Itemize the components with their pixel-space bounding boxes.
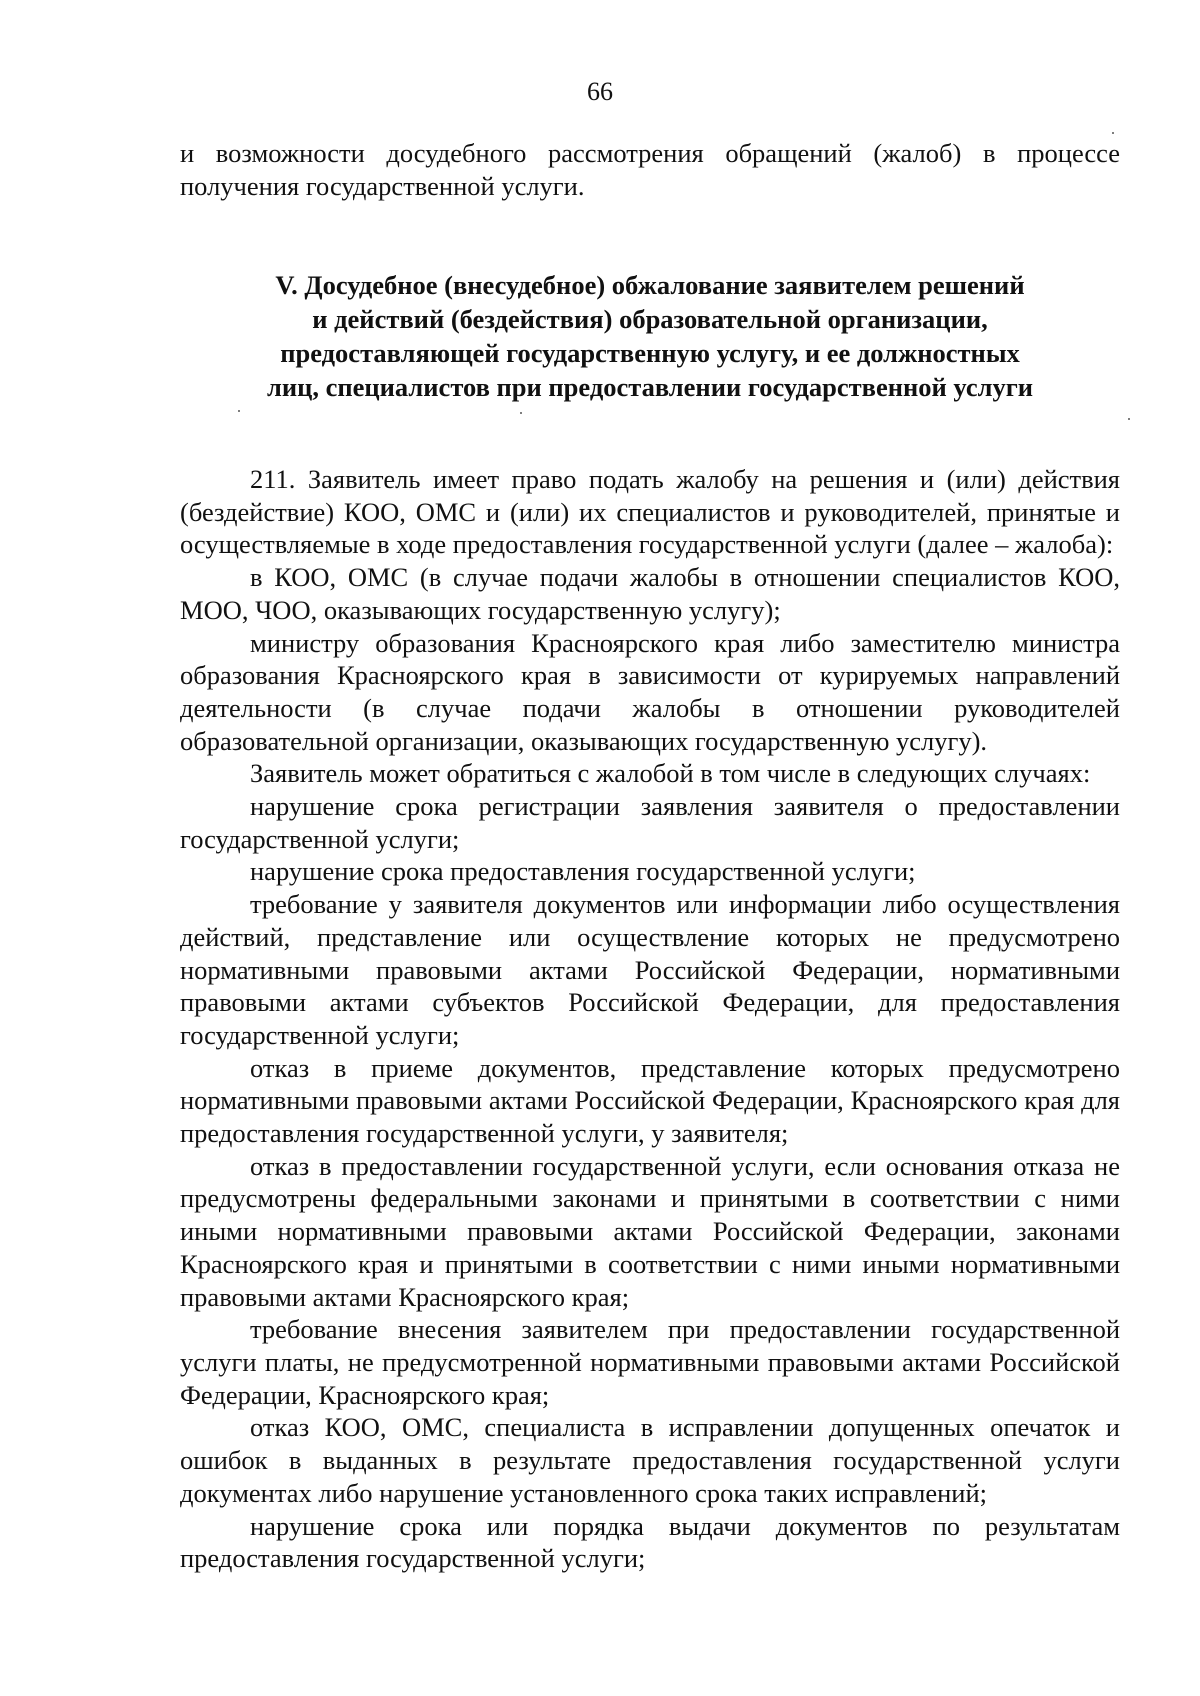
section-heading-line: лиц, специалистов при предоставлении государственной услуги (266, 372, 1034, 402)
intro-paragraph: и возможности досудебного рассмотрения обращений (жалоб) в процессе получения государственной услуги. (180, 138, 1120, 201)
section-heading (180, 268, 1120, 404)
paragraph-registration-term: нарушение срока регистрации заявления заявителя о предоставлении государственной услуги; (180, 791, 1120, 854)
page-number: 66 (587, 77, 613, 106)
scan-speck (1128, 418, 1130, 420)
intro-text-block (180, 137, 1120, 202)
paragraph-service-refusal: отказ в предоставлении государственной услуги, если основания отказа не предусмотрены федеральными законами и принятыми в соответствии с ними иными нормативными правовыми актами Российской Федерации, законами Красноярского края и принятыми в соответствии с ними иными нормативными правовыми актами Красноярского края; (180, 1150, 1120, 1312)
paragraph-cases-intro: Заявитель может обратиться с жалобой в том числе в следующих случаях: (250, 758, 1091, 789)
paragraph-fee-requirement: требование внесения заявителем при предоставлении государственной услуги платы, не предусмотренной нормативными правовыми актами Российской Федерации, Красноярского края; (180, 1314, 1120, 1410)
body-text (180, 463, 1120, 1575)
paragraph-service-term: нарушение срока предоставления государственной услуги; (250, 856, 916, 887)
paragraph-issuance-violation: нарушение срока или порядка выдачи документов по результатам предоставления государственной услуги; (180, 1510, 1120, 1574)
section-heading-line: V. Досудебное (внесудебное) обжалование заявителем решений (275, 270, 1025, 300)
paragraph-correction-refusal: отказ КОО, ОМС, специалиста в исправлении допущенных опечаток и ошибок в выданных в результате предоставления государственной услуги документах либо нарушение установленного срока таких исправлений; (180, 1412, 1120, 1508)
paragraph-minister: министру образования Красноярского края либо заместителю министра образования Красноярского края в зависимости от курируемых направлений деятельности (в случае подачи жалобы в отношении руководителей образовательной организации, оказывающих государственную услугу). (180, 627, 1120, 756)
paragraph-acceptance-refusal: отказ в приеме документов, представление которых предусмотрено нормативными правовыми актами Российской Федерации, Красноярского края для предоставления государственной услуги, у заявителя; (180, 1052, 1120, 1149)
scan-speck (238, 410, 240, 412)
scan-speck (1112, 132, 1114, 134)
section-heading-line: предоставляющей государственную услугу, и ее должностных (280, 338, 1020, 368)
paragraph-document-requirement: требование у заявителя документов или информации либо осуществления действий, представление или осуществление которых не предусмотрено нормативными правовыми актами Российской Федерации, нормативными правовыми актами субъектов Российской Федерации, для предоставления государственной услуги; (180, 889, 1120, 1050)
paragraph-koo-oms: в КОО, ОМС (в случае подачи жалобы в отношении специалистов КОО, МОО, ЧОО, оказывающих государственную услугу); (180, 562, 1120, 625)
paragraph-clause-211: 211. Заявитель имеет право подать жалобу на решения и (или) действия (бездействие) КОО, ОМС и (или) их специалистов и руководителей, принятые и осуществляемые в ходе предоставления государственной услуги (далее – жалоба): (180, 464, 1120, 560)
section-heading-line: и действий (бездействия) образовательной организации, (312, 304, 988, 334)
scan-speck (520, 412, 522, 414)
